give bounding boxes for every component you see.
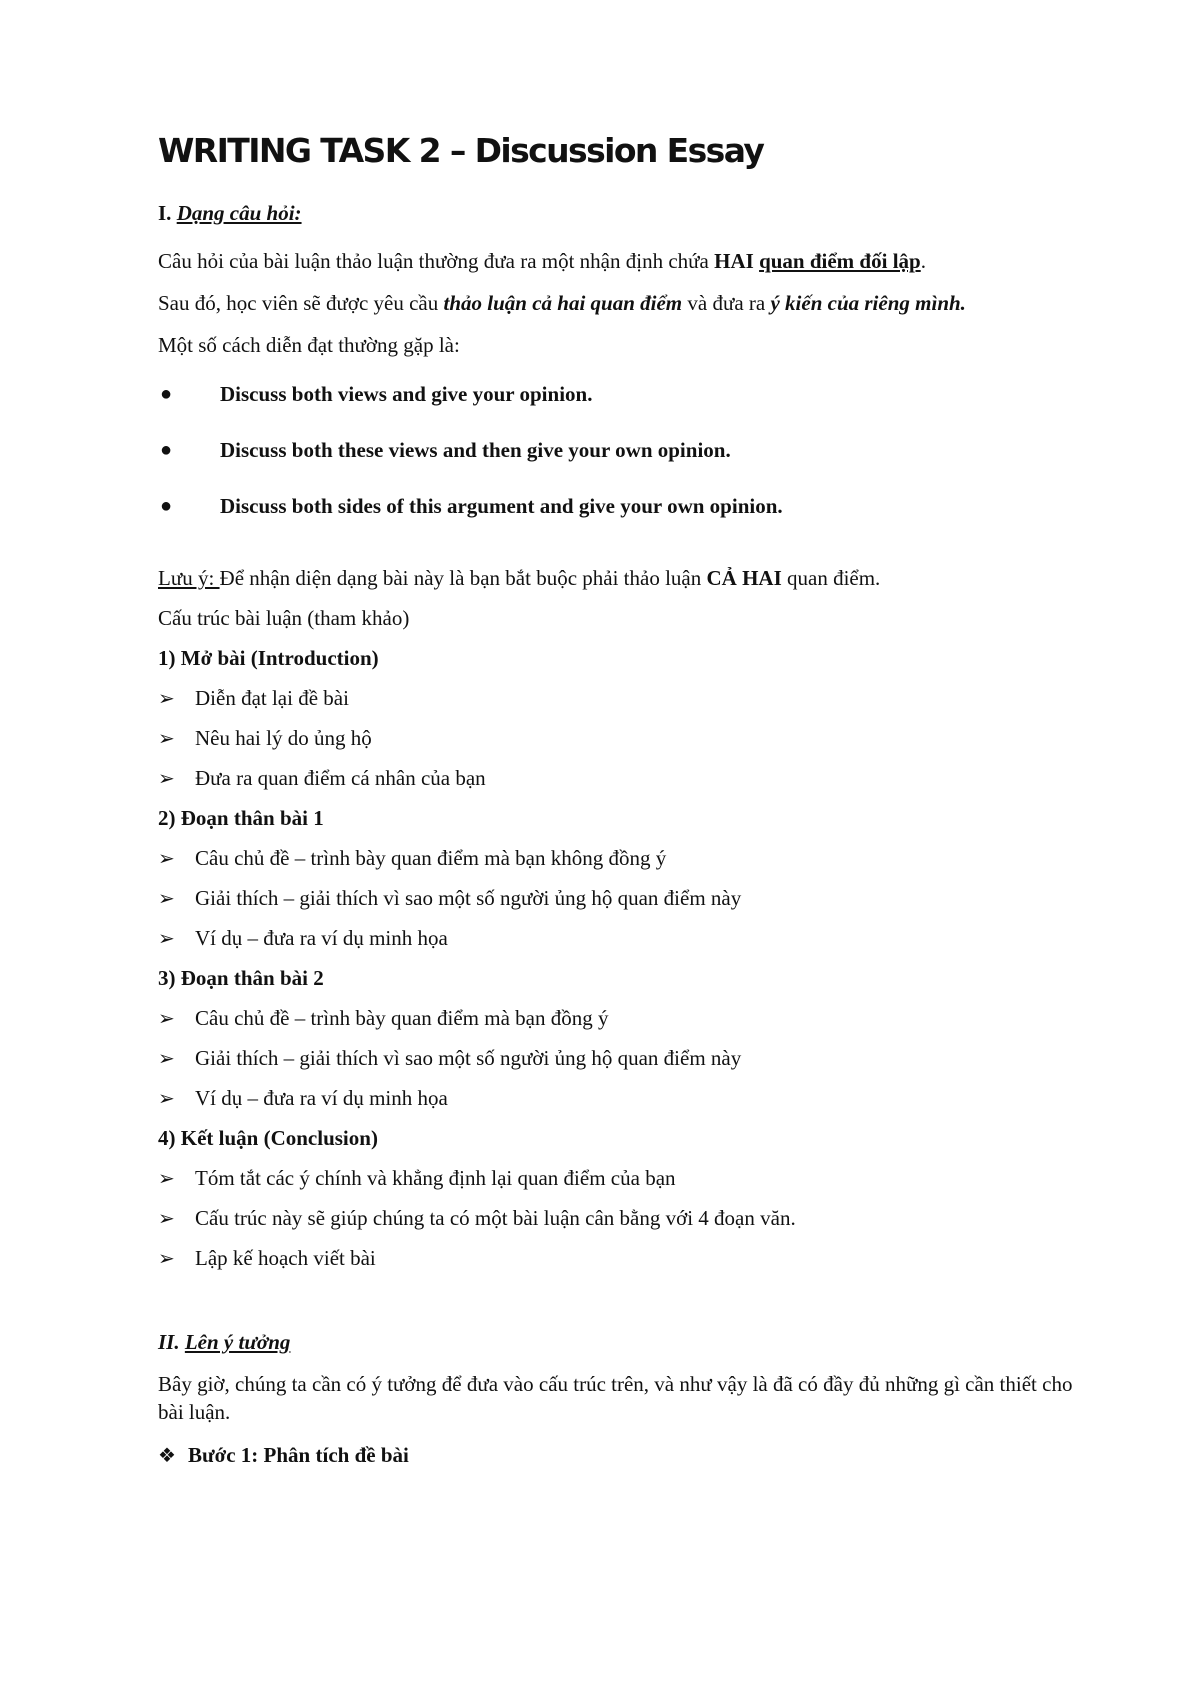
item-text: Giải thích – giải thích vì sao một số người ủng hộ quan điểm này xyxy=(195,1046,742,1070)
bold-italic-text: ý kiến của riêng mình. xyxy=(770,291,966,315)
arrow-bullet-icon: ➢ xyxy=(158,1046,175,1070)
arrow-bullet-icon: ➢ xyxy=(158,686,175,710)
bullet-dot-icon: ● xyxy=(160,495,173,517)
bold-italic-text: thảo luận cả hai quan điểm xyxy=(443,291,683,315)
common-phrasing-intro: Một số cách diễn đạt thường gặp là: xyxy=(158,333,460,357)
item-text: Tóm tắt các ý chính và khẳng định lại quan điểm của bạn xyxy=(195,1166,676,1190)
arrow-bullet-icon: ➢ xyxy=(158,1206,175,1230)
section-1-number: I. xyxy=(158,201,172,225)
part-1-title: 1) Mở bài (Introduction) xyxy=(158,646,379,670)
question-description-paragraph xyxy=(158,240,1078,282)
arrow-bullet-icon: ➢ xyxy=(158,1166,175,1190)
bullet-dot-icon: ● xyxy=(160,383,173,405)
item-text: Ví dụ – đưa ra ví dụ minh họa xyxy=(195,1086,448,1110)
list-item xyxy=(158,1158,1078,1198)
section-1-heading xyxy=(158,200,1078,226)
part-4-title: 4) Kết luận (Conclusion) xyxy=(158,1126,378,1150)
list-item xyxy=(158,758,1078,798)
phrasing-bullet-list xyxy=(158,380,1078,548)
four-diamond-bullet-icon: ❖ xyxy=(158,1443,176,1467)
item-text: Cấu trúc này sẽ giúp chúng ta có một bài luận cân bằng với 4 đoạn văn. xyxy=(195,1206,796,1230)
section-1-title: Dạng câu hỏi: xyxy=(176,201,302,225)
item-text: Câu chủ đề – trình bày quan điểm mà bạn không đồng ý xyxy=(195,846,667,870)
document-title: WRITING TASK 2 – Discussion Essay xyxy=(158,131,764,170)
list-item xyxy=(158,1078,1078,1118)
section-2-heading xyxy=(158,1328,1078,1356)
arrow-bullet-icon: ➢ xyxy=(158,1086,175,1110)
bullet-text: Discuss both these views and then give your own opinion. xyxy=(220,438,731,462)
item-text: Lập kế hoạch viết bài xyxy=(195,1246,376,1270)
list-item xyxy=(158,492,1078,548)
section-2-number: II. xyxy=(158,1330,180,1354)
list-item xyxy=(158,1198,1078,1238)
text-run: Câu hỏi của bài luận thảo luận thường đưa ra một nhận định chứa xyxy=(158,249,715,273)
arrow-bullet-icon: ➢ xyxy=(158,1246,175,1270)
underlined-text: quan điểm đối lập xyxy=(759,249,921,273)
list-item xyxy=(158,718,1078,758)
step-text: Bước 1: Phân tích đề bài xyxy=(188,1443,409,1467)
note-paragraph xyxy=(158,558,1078,598)
bold-text: CẢ HAI xyxy=(706,566,782,590)
list-item xyxy=(158,918,1078,958)
list-item xyxy=(158,838,1078,878)
part-3-title: 3) Đoạn thân bài 2 xyxy=(158,966,324,990)
arrow-bullet-icon: ➢ xyxy=(158,1006,175,1030)
list-item xyxy=(158,436,1078,492)
item-text: Nêu hai lý do ủng hộ xyxy=(195,726,372,750)
item-text: Ví dụ – đưa ra ví dụ minh họa xyxy=(195,926,448,950)
arrow-bullet-icon: ➢ xyxy=(158,886,175,910)
note-label: Lưu ý: xyxy=(158,566,220,590)
item-text: Diễn đạt lại đề bài xyxy=(195,686,349,710)
structure-intro: Cấu trúc bài luận (tham khảo) xyxy=(158,606,410,630)
part-2-title: 2) Đoạn thân bài 1 xyxy=(158,806,324,830)
text-run: và đưa ra xyxy=(682,291,771,315)
text-run: Để nhận diện dạng bài này là bạn bắt buộc phải thảo luận xyxy=(219,566,707,590)
text-run: Sau đó, học viên sẽ được yêu cầu xyxy=(158,291,444,315)
text-run: . xyxy=(920,249,926,273)
arrow-bullet-icon: ➢ xyxy=(158,766,175,790)
idea-paragraph: Bây giờ, chúng ta cần có ý tưởng để đưa vào cấu trúc trên, và như vậy là đã có đầy đủ những gì cần thiết cho bài luận. xyxy=(158,1372,1073,1424)
arrow-bullet-icon: ➢ xyxy=(158,726,175,750)
section-2-title: Lên ý tưởng xyxy=(184,1330,291,1354)
list-item xyxy=(158,1238,1078,1278)
bullet-text: Discuss both sides of this argument and give your own opinion. xyxy=(220,494,783,518)
text-run: quan điểm. xyxy=(781,566,881,590)
list-item xyxy=(158,678,1078,718)
item-text: Giải thích – giải thích vì sao một số người ủng hộ quan điểm này xyxy=(195,886,742,910)
item-text: Đưa ra quan điểm cá nhân của bạn xyxy=(195,766,486,790)
list-item xyxy=(158,1038,1078,1078)
list-item xyxy=(158,878,1078,918)
bullet-text: Discuss both views and give your opinion. xyxy=(220,382,593,406)
bullet-dot-icon: ● xyxy=(160,439,173,461)
task-requirement-paragraph xyxy=(158,282,1078,324)
list-item xyxy=(158,998,1078,1038)
list-item xyxy=(158,380,1078,436)
document-body xyxy=(158,130,1078,1470)
arrow-bullet-icon: ➢ xyxy=(158,846,175,870)
item-text: Câu chủ đề – trình bày quan điểm mà bạn đồng ý xyxy=(195,1006,609,1030)
bold-text: HAI xyxy=(714,249,754,273)
step-1-item xyxy=(158,1440,1078,1470)
arrow-bullet-icon: ➢ xyxy=(158,926,175,950)
